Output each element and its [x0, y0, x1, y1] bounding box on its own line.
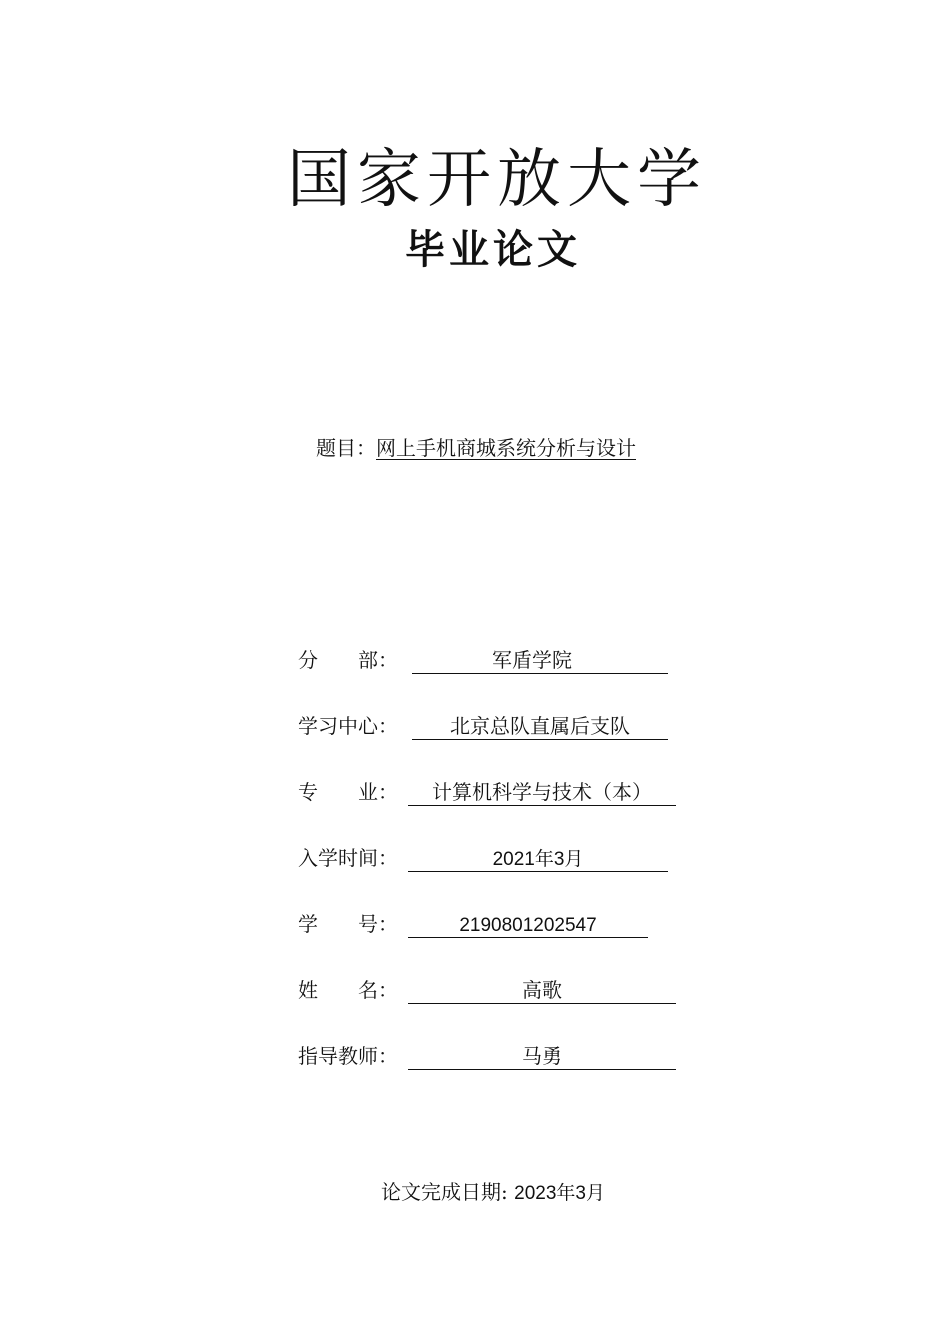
field-advisor-label: 指导教师：: [298, 1044, 398, 1068]
completion-date: [0, 1177, 950, 1209]
thesis-topic: [316, 434, 636, 462]
field-advisor-value: 马勇: [522, 1044, 562, 1068]
field-enrollment-value: 2021年3月: [492, 849, 584, 870]
completion-date-value: 2023年3月: [514, 1183, 605, 1204]
field-enrollment-label: 入学时间：: [298, 846, 398, 870]
topic-value: 网上手机商城系统分析与设计: [376, 436, 636, 460]
field-name-label: 姓 名：: [298, 978, 398, 1002]
field-student-id-label: 学 号：: [298, 912, 398, 936]
field-branch-value: 军盾学院: [492, 648, 572, 672]
field-name-value: 高歌: [522, 978, 562, 1002]
field-major-line: [408, 777, 676, 806]
field-branch-line: [412, 645, 668, 674]
field-student-id-line: [408, 909, 648, 938]
field-study-center-line: [412, 711, 668, 740]
field-enrollment-line: [408, 843, 668, 872]
field-branch-label: 分 部：: [298, 648, 398, 672]
field-major-label: 专 业：: [298, 780, 398, 804]
completion-date-label: 论文完成日期:: [381, 1180, 508, 1204]
topic-label: 题目：: [316, 436, 376, 460]
document-type-title: 毕业论文: [405, 227, 581, 273]
field-major-value: 计算机科学与技术（本）: [432, 780, 652, 804]
field-advisor-line: [408, 1041, 676, 1070]
field-name-line: [408, 975, 676, 1004]
field-student-id-value: 2190801202547: [459, 915, 597, 936]
field-study-center-label: 学习中心：: [298, 714, 398, 738]
university-name: 国家开放大学: [287, 143, 707, 217]
field-study-center-value: 北京总队直属后支队: [450, 714, 630, 738]
